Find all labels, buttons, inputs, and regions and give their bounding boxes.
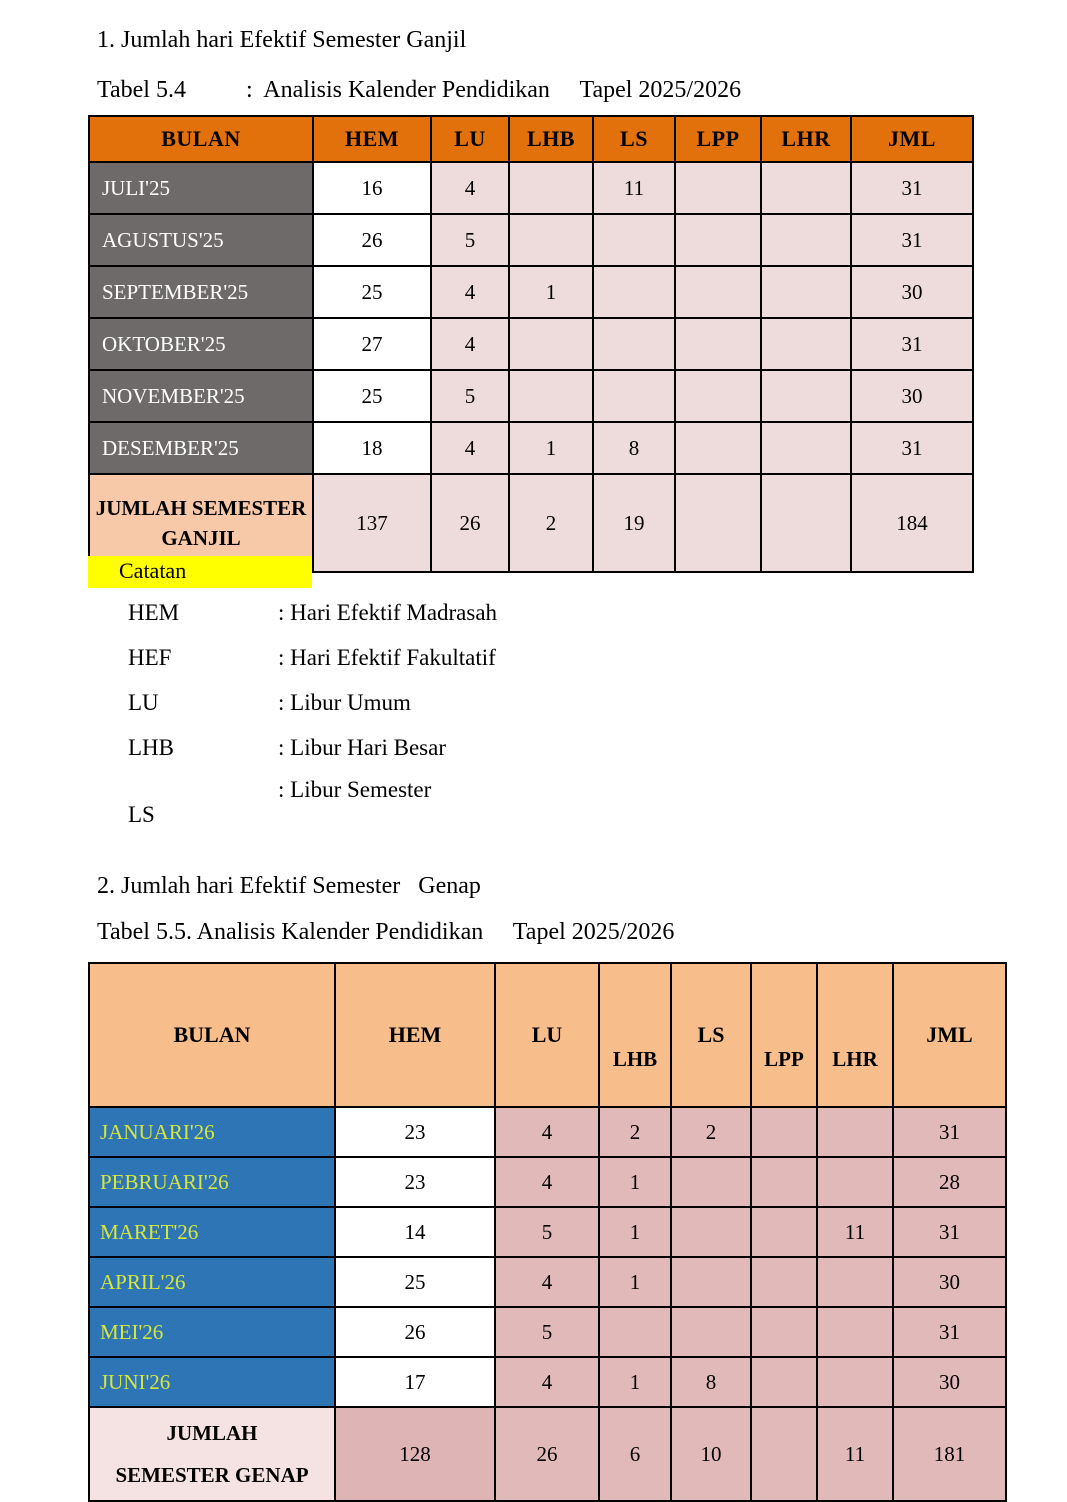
cell-lu: 5 [495,1307,599,1357]
legend-item [128,735,828,780]
total-lhr [761,474,851,572]
total-hem: 137 [313,474,431,572]
cell-lpp [751,1257,817,1307]
cell-lhr: 11 [817,1207,893,1257]
column-header-lhr: LHR [817,963,893,1107]
table-row [89,1157,1006,1207]
cell-lpp [751,1207,817,1257]
cell-jml: 31 [851,162,973,214]
cell-lpp [675,370,761,422]
cell-lhr [817,1257,893,1307]
total-lu: 26 [431,474,509,572]
cell-lhb [509,370,593,422]
month-label: OKTOBER'25 [89,318,313,370]
total-ls: 10 [671,1407,751,1501]
cell-hem: 16 [313,162,431,214]
cell-lhb: 1 [599,1157,671,1207]
total-lhr: 11 [817,1407,893,1501]
section-1-caption: Tabel 5.4 : Analisis Kalender Pendidikan Tapel 2025/2026 [97,77,742,103]
cell-lhr [817,1307,893,1357]
column-header-jml: JML [893,963,1006,1107]
table-row [89,162,973,214]
total-lpp [751,1407,817,1501]
section-2-caption: Tabel 5.5. Analisis Kalender Pendidikan Tapel 2025/2026 [97,919,675,945]
month-label: JUNI'26 [89,1357,335,1407]
table-total-row [89,1407,1006,1501]
column-header-lhb: LHB [599,963,671,1107]
cell-hem: 27 [313,318,431,370]
legend-abbr: LU [128,690,159,715]
column-header-lu: LU [431,116,509,162]
cell-lhr [761,318,851,370]
cell-ls: 11 [593,162,675,214]
cell-hem: 18 [313,422,431,474]
cell-ls: 2 [671,1107,751,1157]
total-lpp [675,474,761,572]
table-semester-genap [88,962,1007,1502]
cell-lhb [599,1307,671,1357]
cell-lpp [751,1107,817,1157]
catatan-heading: Catatan [119,558,187,583]
cell-jml: 31 [893,1107,1006,1157]
total-lhb: 2 [509,474,593,572]
cell-ls [593,370,675,422]
table-row [89,1107,1006,1157]
cell-lu: 4 [431,422,509,474]
month-label: DESEMBER'25 [89,422,313,474]
cell-lu: 4 [431,162,509,214]
total-lhb: 6 [599,1407,671,1501]
cell-jml: 31 [851,422,973,474]
table-row [89,1207,1006,1257]
column-header-lpp: LPP [751,963,817,1107]
table-row [89,1357,1006,1407]
cell-ls [593,318,675,370]
cell-lpp [751,1307,817,1357]
column-header-lu: LU [495,963,599,1107]
cell-lpp [675,318,761,370]
cell-lpp [675,266,761,318]
cell-jml: 28 [893,1157,1006,1207]
total-label-line-2: SEMESTER GENAP [115,1463,309,1487]
cell-hem: 25 [313,266,431,318]
total-jml: 184 [851,474,973,572]
cell-lu: 4 [495,1107,599,1157]
cell-hem: 17 [335,1357,495,1407]
legend-definition: : Libur Umum [278,690,411,715]
notes-legend [128,600,828,825]
section-2-title: 2. Jumlah hari Efektif Semester Genap [97,873,481,899]
legend-item [128,600,828,645]
table-row [89,1257,1006,1307]
cell-lhb: 1 [599,1357,671,1407]
cell-ls [671,1157,751,1207]
cell-lhr [761,266,851,318]
month-label: MEI'26 [89,1307,335,1357]
table-row [89,214,973,266]
cell-lhr [761,214,851,266]
month-label: MARET'26 [89,1207,335,1257]
cell-hem: 26 [313,214,431,266]
legend-definition: : Libur Semester [278,777,432,802]
month-label: JANUARI'26 [89,1107,335,1157]
total-label: JUMLAH SEMESTER GANJIL [89,474,313,572]
legend-abbr: LS [128,802,155,827]
cell-jml: 31 [851,214,973,266]
cell-lpp [751,1357,817,1407]
cell-hem: 25 [313,370,431,422]
cell-lu: 5 [431,370,509,422]
cell-jml: 31 [893,1307,1006,1357]
column-header-jml: JML [851,116,973,162]
table-semester-ganjil [88,115,974,573]
cell-lhr [761,162,851,214]
column-header-bulan: BULAN [89,963,335,1107]
cell-lu: 4 [495,1357,599,1407]
cell-lu: 5 [431,214,509,266]
cell-ls [671,1307,751,1357]
legend-item [128,777,828,827]
table-row [89,370,973,422]
month-label: APRIL'26 [89,1257,335,1307]
cell-lpp [675,162,761,214]
cell-hem: 25 [335,1257,495,1307]
cell-jml: 30 [893,1257,1006,1307]
cell-lhr [761,370,851,422]
cell-lhb [509,214,593,266]
month-label: NOVEMBER'25 [89,370,313,422]
cell-lhb [509,318,593,370]
cell-lhr [817,1157,893,1207]
total-jml: 181 [893,1407,1006,1501]
total-lu: 26 [495,1407,599,1501]
total-hem: 128 [335,1407,495,1501]
cell-lpp [675,214,761,266]
cell-hem: 26 [335,1307,495,1357]
total-label-line-1: JUMLAH [166,1421,258,1445]
cell-lpp [751,1157,817,1207]
cell-lu: 4 [495,1257,599,1307]
month-label: AGUSTUS'25 [89,214,313,266]
column-header-lpp: LPP [675,116,761,162]
legend-item [128,645,828,690]
legend-definition: : Libur Hari Besar [278,735,446,760]
cell-ls [593,266,675,318]
total-ls: 19 [593,474,675,572]
cell-lu: 4 [495,1157,599,1207]
table-row [89,266,973,318]
month-label: JULI'25 [89,162,313,214]
table-header-row [89,963,1006,1107]
cell-lu: 4 [431,266,509,318]
cell-jml: 31 [851,318,973,370]
total-label [89,1407,335,1501]
cell-ls [671,1207,751,1257]
cell-lpp [675,422,761,474]
legend-item [128,690,828,735]
cell-ls [671,1257,751,1307]
cell-ls: 8 [593,422,675,474]
section-1-title: 1. Jumlah hari Efektif Semester Ganjil [97,27,467,53]
legend-definition: : Hari Efektif Madrasah [278,600,498,625]
cell-jml: 31 [893,1207,1006,1257]
column-header-hem: HEM [313,116,431,162]
cell-lhr [817,1357,893,1407]
cell-ls [593,214,675,266]
cell-jml: 30 [851,266,973,318]
cell-lu: 5 [495,1207,599,1257]
column-header-lhr: LHR [761,116,851,162]
cell-jml: 30 [893,1357,1006,1407]
cell-lhr [817,1107,893,1157]
month-label: PEBRUARI'26 [89,1157,335,1207]
cell-lu: 4 [431,318,509,370]
table-row [89,318,973,370]
month-label: SEPTEMBER'25 [89,266,313,318]
cell-lhb: 1 [509,266,593,318]
cell-lhb: 2 [599,1107,671,1157]
column-header-ls: LS [593,116,675,162]
cell-jml: 30 [851,370,973,422]
legend-abbr: LHB [128,735,174,760]
cell-hem: 23 [335,1107,495,1157]
legend-definition: : Hari Efektif Fakultatif [278,645,496,670]
table-row [89,1307,1006,1357]
column-header-ls: LS [671,963,751,1107]
table-header-row [89,116,973,162]
cell-hem: 14 [335,1207,495,1257]
cell-lhb [509,162,593,214]
legend-abbr: HEM [128,600,180,625]
column-header-bulan: BULAN [89,116,313,162]
table-row [89,422,973,474]
column-header-lhb: LHB [509,116,593,162]
column-header-hem: HEM [335,963,495,1107]
cell-lhr [761,422,851,474]
cell-lhb: 1 [599,1207,671,1257]
cell-ls: 8 [671,1357,751,1407]
cell-hem: 23 [335,1157,495,1207]
cell-lhb: 1 [599,1257,671,1307]
legend-abbr: HEF [128,645,172,670]
cell-lhb: 1 [509,422,593,474]
